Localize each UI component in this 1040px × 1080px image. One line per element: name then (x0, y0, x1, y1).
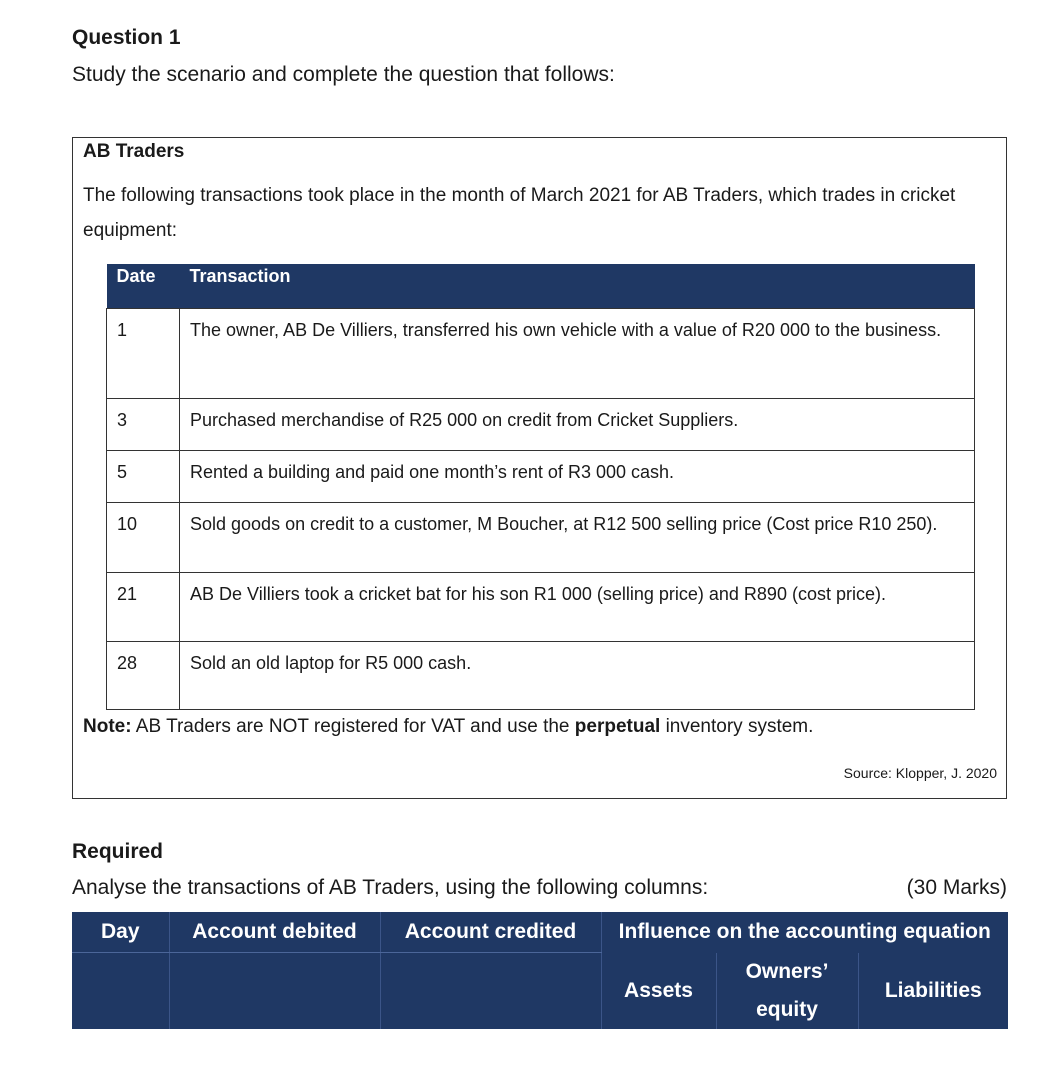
analysis-table (72, 912, 1008, 1029)
note-label: Note: (83, 716, 132, 737)
row-transaction: Rented a building and paid one month’s rent of R3 000 cash. (180, 451, 975, 503)
table-row (107, 503, 975, 573)
transactions-table (106, 264, 975, 710)
row-date: 1 (107, 309, 180, 399)
table-row (107, 309, 975, 399)
column-header-day: Day (72, 912, 169, 953)
column-header-influence: Influence on the accounting equation (601, 912, 1008, 953)
row-transaction: AB De Villiers took a cricket bat for his son R1 000 (selling price) and R890 (cost price). (180, 573, 975, 642)
scenario-title: AB Traders (83, 141, 185, 162)
table-row (107, 399, 975, 451)
question-intro: Study the scenario and complete the question that follows: (72, 63, 615, 86)
scenario-source: Source: Klopper, J. 2020 (843, 765, 997, 781)
owners-equity-line2: equity (756, 997, 818, 1021)
row-transaction: Sold an old laptop for R5 000 cash. (180, 642, 975, 710)
column-header-account-debited: Account debited (169, 912, 380, 953)
scenario-box (72, 137, 1007, 799)
transactions-header-row (107, 264, 975, 309)
required-title: Required (72, 840, 164, 863)
row-date: 10 (107, 503, 180, 573)
note-text-pre: AB Traders are NOT registered for VAT and use the (131, 716, 575, 737)
column-header-account-credited: Account credited (380, 912, 601, 953)
required-marks: (30 Marks) (906, 876, 1007, 899)
table-row (107, 642, 975, 710)
account-credited-cell (380, 953, 601, 1029)
table-row (107, 451, 975, 503)
scenario-note (83, 716, 813, 738)
day-cell (72, 953, 169, 1029)
table-row (107, 573, 975, 642)
account-debited-cell (169, 953, 380, 1029)
analysis-subheader-row (72, 953, 1008, 1029)
scenario-intro: The following transactions took place in the month of March 2021 for AB Traders, which trades in cricket equipment: (83, 185, 956, 241)
owners-equity-line1: Owners’ (745, 959, 829, 983)
note-text-bold: perpetual (574, 716, 661, 737)
row-transaction: The owner, AB De Villiers, transferred his own vehicle with a value of R20 000 to the business. (180, 309, 975, 399)
row-date: 28 (107, 642, 180, 710)
question-title: Question 1 (72, 26, 181, 49)
column-header-assets: Assets (601, 953, 716, 1029)
row-transaction: Purchased merchandise of R25 000 on credit from Cricket Suppliers. (180, 399, 975, 451)
note-text-post: inventory system. (660, 716, 814, 737)
column-header-liabilities: Liabilities (858, 953, 1008, 1029)
row-date: 5 (107, 451, 180, 503)
analysis-header-row (72, 912, 1008, 953)
column-header-date: Date (107, 264, 180, 309)
required-text: Analyse the transactions of AB Traders, using the following columns: (72, 876, 709, 899)
row-date: 3 (107, 399, 180, 451)
row-date: 21 (107, 573, 180, 642)
row-transaction: Sold goods on credit to a customer, M Boucher, at R12 500 selling price (Cost price R10 250). (180, 503, 975, 573)
column-header-transaction: Transaction (180, 264, 975, 309)
column-header-owners-equity (716, 953, 858, 1029)
